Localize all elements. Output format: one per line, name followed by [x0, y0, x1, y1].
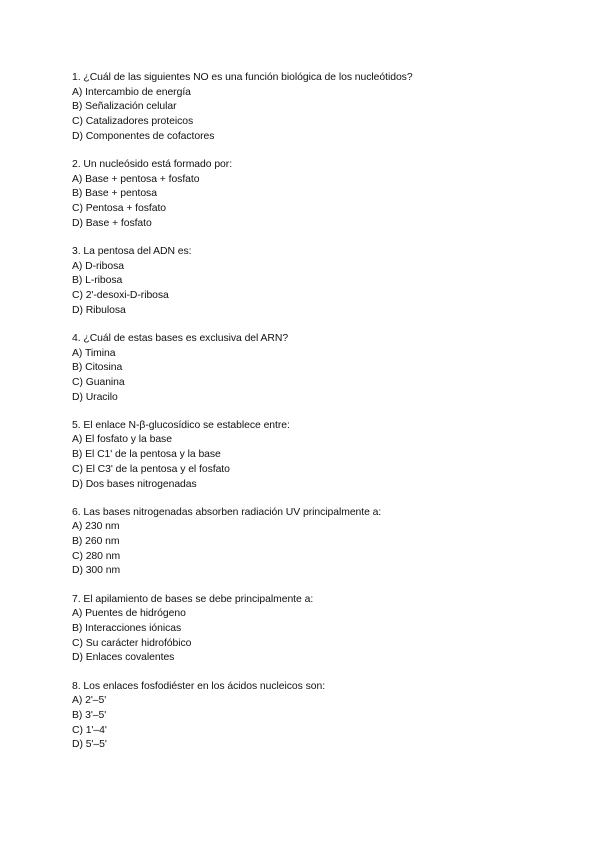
option-d: D) Base + fosfato — [72, 217, 152, 229]
option-c: C) Catalizadores proteicos — [72, 116, 194, 128]
option-b: B) 3'–5' — [72, 709, 107, 721]
question-stem: 8. Los enlaces fosfodiéster en los ácidos nucleicos son: — [72, 680, 326, 692]
option-b: B) Señalización celular — [72, 101, 177, 113]
option-b: B) El C1' de la pentosa y la base — [72, 449, 221, 461]
option-b: B) Citosina — [72, 362, 123, 374]
option-b: B) Interacciones iónicas — [72, 623, 182, 634]
option-c: C) 1'–4' — [72, 724, 107, 736]
question-8 — [72, 680, 572, 753]
option-c: C) Pentosa + fosfato — [72, 203, 167, 214]
question-stem: 2. Un nucleósido está formado por: — [72, 158, 233, 170]
question-stem: 4. ¿Cuál de estas bases es exclusiva del ARN? — [72, 332, 289, 344]
question-2 — [72, 158, 572, 231]
option-b: B) L-ribosa — [72, 275, 123, 287]
option-a: A) Intercambio de energía — [72, 86, 191, 98]
question-3 — [72, 245, 572, 318]
option-b: B) 260 nm — [72, 536, 120, 548]
option-c: C) Guanina — [72, 376, 125, 388]
question-stem: 3. La pentosa del ADN es: — [72, 245, 192, 257]
option-d: D) Uracilo — [72, 391, 118, 403]
option-a: A) El fosfato y la base — [72, 434, 172, 446]
option-a: A) Base + pentosa + fosfato — [72, 173, 200, 185]
question-6 — [72, 506, 572, 579]
question-5 — [72, 419, 572, 492]
question-stem: 7. El apilamiento de bases se debe principalmente a: — [72, 593, 314, 605]
document-page — [72, 71, 572, 767]
option-d: D) Ribulosa — [72, 304, 126, 316]
option-a: A) 2'–5' — [72, 695, 107, 707]
option-d: D) Enlaces covalentes — [72, 652, 175, 664]
option-a: A) D-ribosa — [72, 260, 124, 272]
option-c: C) El C3' de la pentosa y el fosfato — [72, 463, 230, 475]
question-stem: 5. El enlace N-β-glucosídico se establece entre: — [72, 419, 290, 431]
question-7 — [72, 593, 572, 666]
option-d: D) 5'–5' — [72, 739, 107, 751]
option-d: D) Dos bases nitrogenadas — [72, 478, 197, 490]
option-d: D) Componentes de cofactores — [72, 130, 215, 142]
question-stem: 1. ¿Cuál de las siguientes NO es una función biológica de los nucleótidos? — [72, 72, 413, 83]
option-c: C) 2'-desoxi-D-ribosa — [72, 289, 169, 301]
option-a: A) 230 nm — [72, 521, 120, 533]
option-c: C) Su carácter hidrofóbico — [72, 637, 192, 649]
option-a: A) Puentes de hidrógeno — [72, 608, 186, 620]
question-4 — [72, 332, 572, 405]
option-a: A) Timina — [72, 347, 116, 359]
option-b: B) Base + pentosa — [72, 188, 157, 200]
option-d: D) 300 nm — [72, 565, 121, 577]
option-c: C) 280 nm — [72, 550, 121, 562]
question-stem: 6. Las bases nitrogenadas absorben radiación UV principalmente a: — [72, 506, 382, 518]
question-1 — [72, 71, 572, 144]
